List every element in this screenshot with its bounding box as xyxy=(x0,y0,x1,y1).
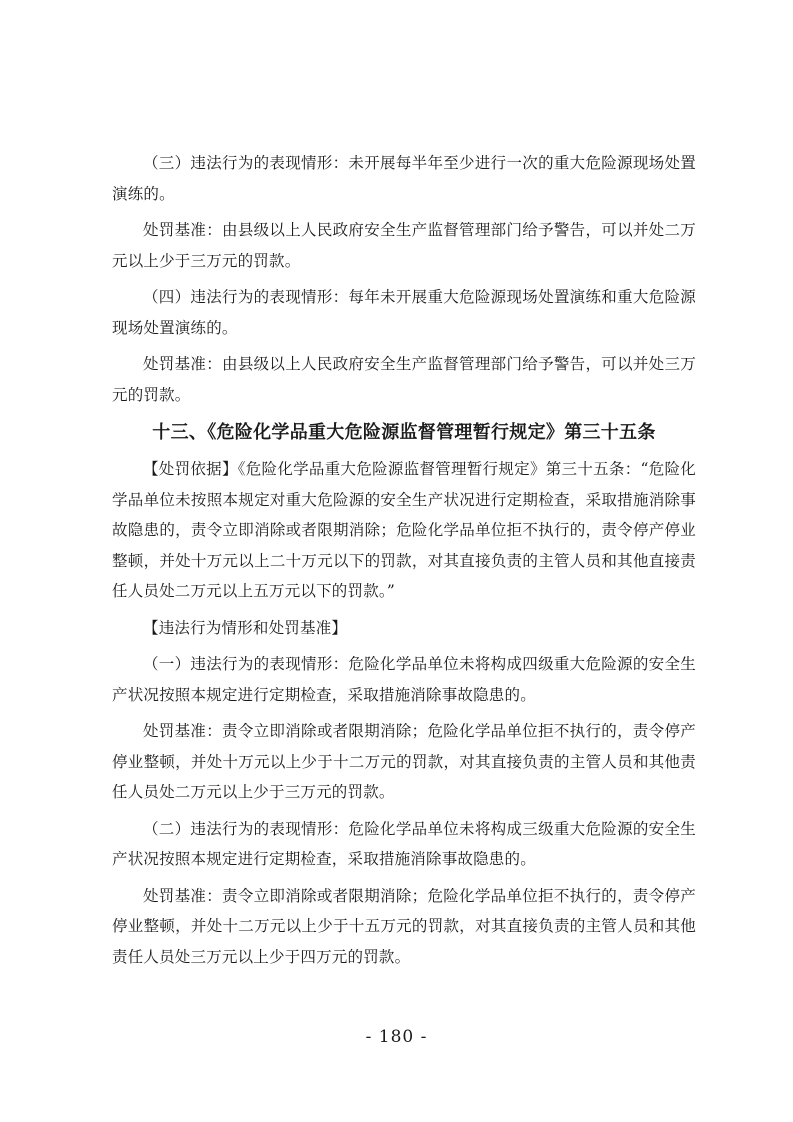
paragraph-case-one-situation: （一）违法行为的表现情形：危险化学品单位未将构成四级重大危险源的安全生产状况按照本规定进行定期检查，采取措施消除事故隐患的。 xyxy=(112,655,696,704)
paragraph-case-one-penalty: 处罚基准：责令立即消除或者限期消除；危险化学品单位拒不执行的，责令停产停业整顿，并处十万元以上少于十二万元的罚款，对其直接负责的主管人员和其他责任人员处二万元以上少于三万元的罚款。 xyxy=(112,722,696,801)
paragraph-case-three-penalty: 处罚基准：由县级以上人民政府安全生产监督管理部门给予警告，可以并处二万元以上少于三万元的罚款。 xyxy=(112,221,696,270)
paragraph-standards-title: 【违法行为情形和处罚基准】 xyxy=(143,618,348,637)
paragraph-case-four-penalty: 处罚基准：由县级以上人民政府安全生产监督管理部门给予警告，可以并处三万元的罚款。 xyxy=(112,355,696,404)
paragraph-case-three-situation: （三）违法行为的表现情形：未开展每半年至少进行一次的重大危险源现场处置演练的。 xyxy=(112,154,696,203)
paragraph-case-four-situation: （四）违法行为的表现情形：每年未开展重大危险源现场处置演练和重大危险源现场处置演练的。 xyxy=(112,288,696,337)
page-content xyxy=(112,148,696,978)
section-heading: 十三、《危险化学品重大危险源监督管理暂行规定》第三十五条 xyxy=(152,422,656,443)
paragraph-case-two-situation: （二）违法行为的表现情形：危险化学品单位未将构成三级重大危险源的安全生产状况按照本规定进行定期检查，采取措施消除事故隐患的。 xyxy=(112,819,696,868)
paragraph-case-two-penalty: 处罚基准：责令立即消除或者限期消除；危险化学品单位拒不执行的，责令停产停业整顿，并处十二万元以上少于十五万元的罚款，对其直接负责的主管人员和其他责任人员处三万元以上少于四万元的罚款。 xyxy=(112,886,696,966)
paragraph-penalty-basis: 【处罚依据】《危险化学品重大危险源监督管理暂行规定》第三十五条：“危险化学品单位未按照本规定对重大危险源的安全生产状况进行定期检查，采取措施消除事故隐患的，责令立即消除或者限期消除；危险化学品单位拒不执行的，责令停产停业整顿，并处十万元以上二十万元以下的罚款，对其直接负责的主管人员和其他直接责任人员处二万元以上五万元以下的罚款。” xyxy=(112,460,696,600)
page-number: - 180 - xyxy=(365,1027,428,1047)
